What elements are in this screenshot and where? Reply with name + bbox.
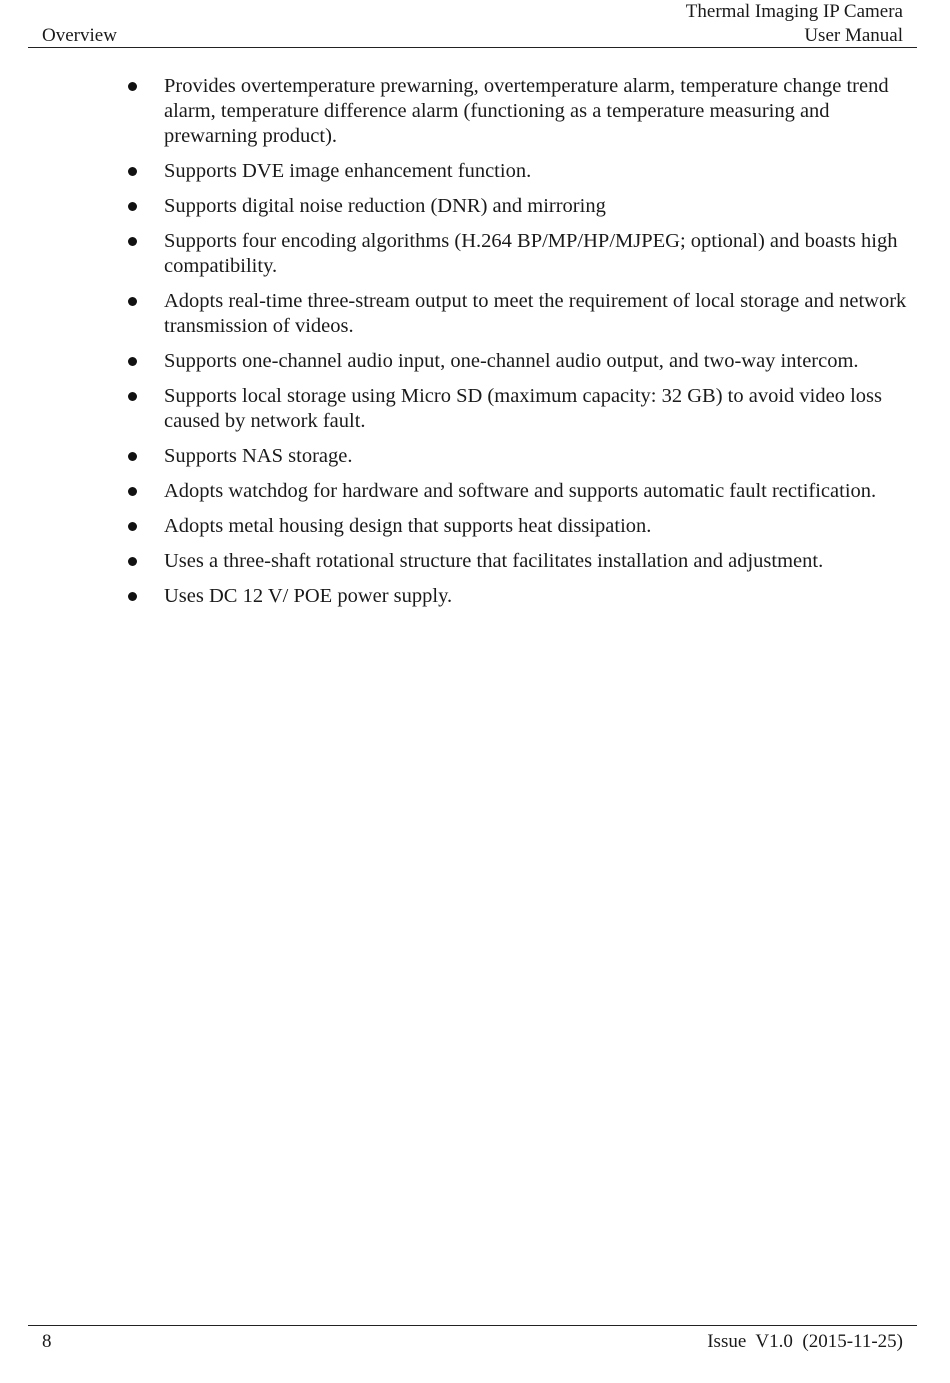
feature-text: Supports digital noise reduction (DNR) and mirroring bbox=[164, 195, 606, 217]
bullet-icon bbox=[128, 202, 137, 211]
feature-text: Supports NAS storage. bbox=[164, 445, 353, 467]
feature-text: Adopts real-time three-stream output to meet the requirement of local storage and network transmission of videos. bbox=[164, 290, 907, 337]
bullet-icon bbox=[128, 557, 137, 566]
page-footer bbox=[28, 1325, 917, 1366]
header-doc-type: User Manual bbox=[804, 25, 903, 46]
bullet-icon bbox=[128, 392, 137, 401]
list-item bbox=[128, 229, 908, 279]
list-item bbox=[128, 514, 908, 539]
bullet-icon bbox=[128, 452, 137, 461]
feature-text: Provides overtemperature prewarning, overtemperature alarm, temperature change trend alarm, temperature difference alarm (functioning as a temperature measuring and prewarning product). bbox=[164, 75, 889, 147]
bullet-icon bbox=[128, 167, 137, 176]
feature-text: Supports one-channel audio input, one-channel audio output, and two-way intercom. bbox=[164, 350, 859, 372]
feature-text: Supports local storage using Micro SD (maximum capacity: 32 GB) to avoid video loss caused by network fault. bbox=[164, 385, 882, 432]
header-section-title: Overview bbox=[42, 25, 117, 46]
bullet-icon bbox=[128, 297, 137, 306]
list-item bbox=[128, 549, 908, 574]
feature-list bbox=[128, 74, 908, 609]
feature-text: Adopts metal housing design that supports heat dissipation. bbox=[164, 515, 652, 537]
page-header bbox=[28, 0, 917, 48]
main-content bbox=[128, 74, 908, 619]
header-document-title bbox=[686, 0, 903, 48]
feature-text: Uses a three-shaft rotational structure that facilitates installation and adjustment. bbox=[164, 550, 824, 572]
list-item bbox=[128, 479, 908, 504]
list-item bbox=[128, 74, 908, 149]
list-item bbox=[128, 194, 908, 219]
list-item bbox=[128, 444, 908, 469]
feature-text: Supports four encoding algorithms (H.264 BP/MP/HP/MJPEG; optional) and boasts high compatibility. bbox=[164, 230, 898, 277]
list-item bbox=[128, 159, 908, 184]
issue-version: Issue V1.0 (2015-11-25) bbox=[707, 1331, 903, 1352]
bullet-icon bbox=[128, 237, 137, 246]
bullet-icon bbox=[128, 487, 137, 496]
feature-text: Supports DVE image enhancement function. bbox=[164, 160, 532, 182]
page-number: 8 bbox=[42, 1331, 52, 1352]
feature-text: Uses DC 12 V/ POE power supply. bbox=[164, 585, 453, 607]
bullet-icon bbox=[128, 82, 137, 91]
bullet-icon bbox=[128, 357, 137, 366]
bullet-icon bbox=[128, 522, 137, 531]
list-item bbox=[128, 584, 908, 609]
list-item bbox=[128, 289, 908, 339]
bullet-icon bbox=[128, 592, 137, 601]
list-item bbox=[128, 349, 908, 374]
feature-text: Adopts watchdog for hardware and software and supports automatic fault rectification. bbox=[164, 480, 877, 502]
list-item bbox=[128, 384, 908, 434]
header-product-name: Thermal Imaging IP Camera bbox=[685, 1, 903, 22]
